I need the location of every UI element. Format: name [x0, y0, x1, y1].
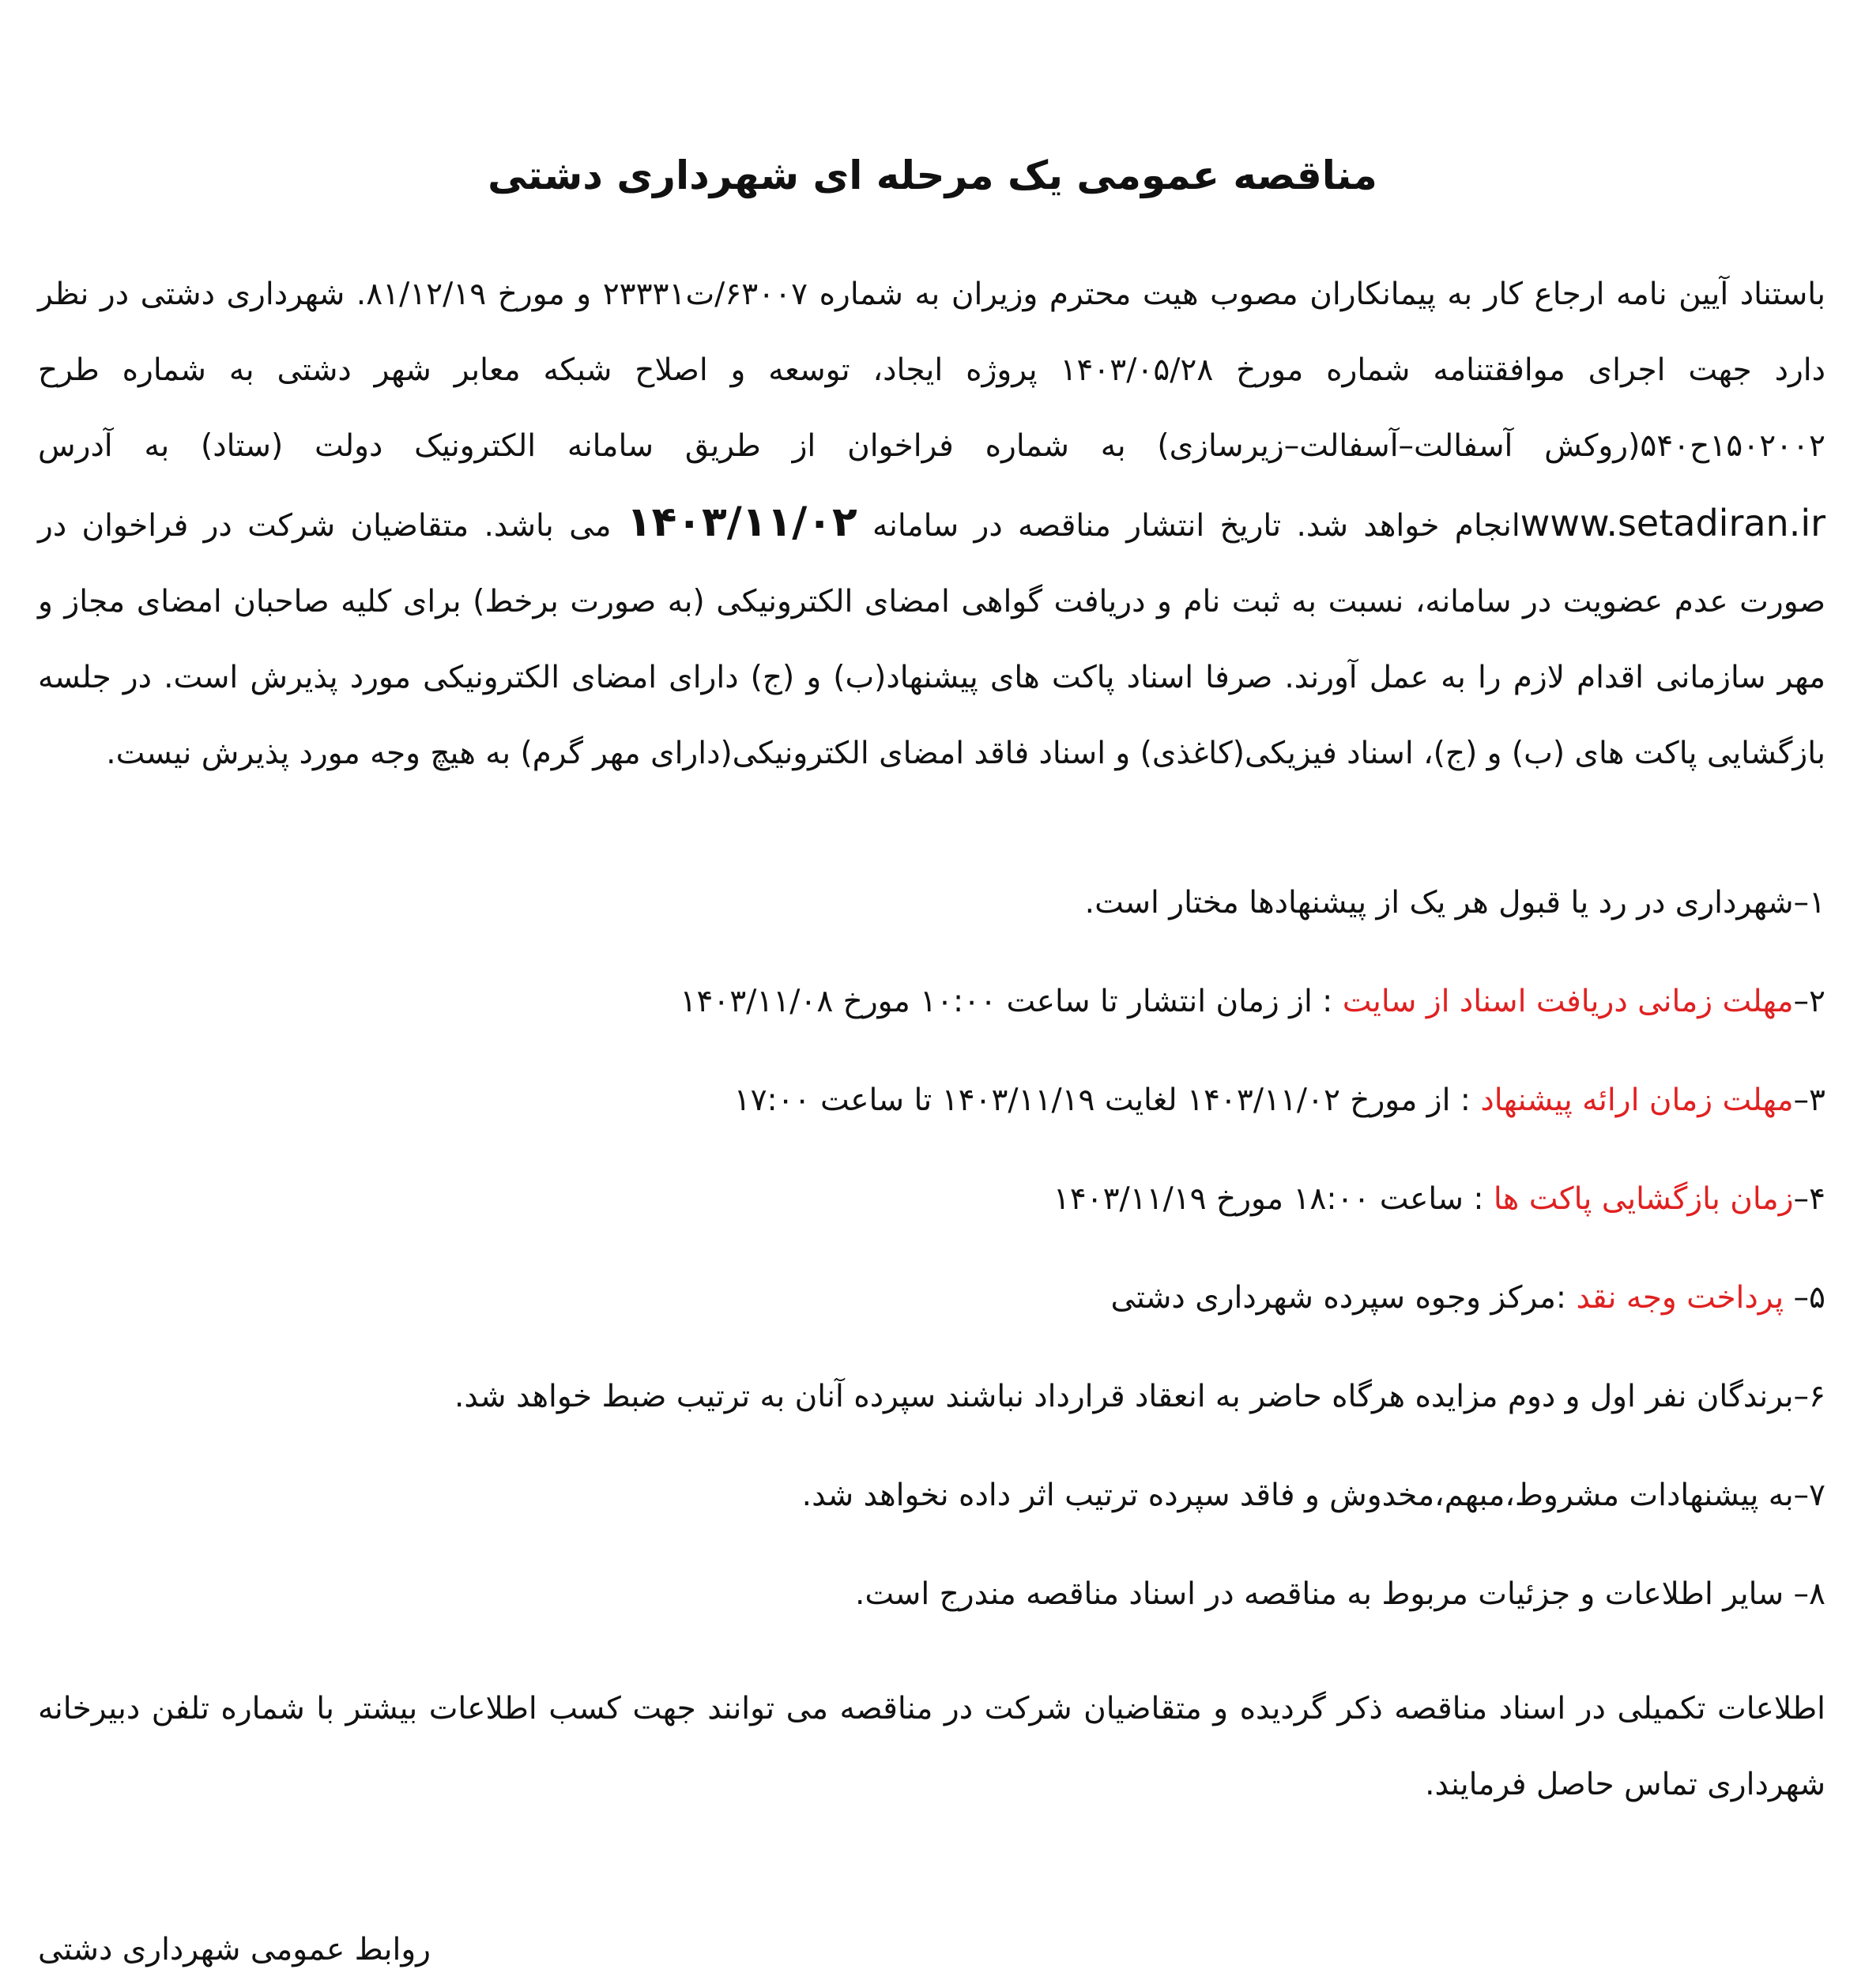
condition-item-3 — [38, 1076, 1825, 1175]
condition-highlight: مهلت زمانی دریافت اسناد از سایت — [1342, 984, 1794, 1019]
condition-text: :مرکز وجوه سپرده شهرداری دشتی — [1110, 1280, 1577, 1316]
condition-number: ۳– — [1793, 1082, 1825, 1118]
intro-text-part3: می باشد. متقاضیان شرکت در فراخوان در صورت عدم عضویت در سامانه، نسبت به ثبت نام و دریافت گواهی امضای الکترونیکی (به صورت برخط) برای کلیه صاحبان امضای مجاز و مهر سازمانی اقدام لازم را به عمل آورند. صرفا اسناد پاکت های پیشنهاد(ب) و (ج) دارای امضای الکترونیکی مورد پذیرش است. در جلسه بازگشایی پاکت های (ب) و (ج)، اسناد فیزیکی(کاغذی) و اسناد فاقد امضای الکترونیکی(دارای مهر گرم) به هیچ وجه مورد پذیرش نیست. — [38, 508, 1825, 771]
condition-text: برندگان نفر اول و دوم مزایده هرگاه حاضر به انعقاد قرارداد نباشند سپرده آنان به ترتیب ضبط خواهد شد. — [454, 1379, 1794, 1414]
intro-text-part2: انجام خواهد شد. تاریخ انتشار مناقصه در سامانه — [857, 508, 1520, 544]
intro-paragraph — [38, 257, 1825, 792]
condition-item-8 — [38, 1570, 1825, 1669]
signature-public-relations: روابط عمومی شهرداری دشتی — [38, 1932, 431, 1967]
condition-number: ۴– — [1793, 1181, 1825, 1217]
condition-number: ۷– — [1793, 1478, 1825, 1513]
notice-title: مناقصه عمومی یک مرحله ای شهرداری دشتی — [488, 152, 1377, 198]
condition-text: شهرداری در رد یا قبول هر یک از پیشنهادها مختار است. — [1084, 885, 1794, 921]
condition-text: : ساعت ۱۸:۰۰ مورخ ۱۴۰۳/۱۱/۱۹ — [1053, 1181, 1494, 1217]
condition-number: ۶– — [1793, 1379, 1825, 1414]
conditions-list — [38, 879, 1825, 1669]
condition-item-7 — [38, 1471, 1825, 1570]
condition-item-5 — [38, 1274, 1825, 1372]
condition-highlight: پرداخت وجه نقد — [1576, 1280, 1784, 1316]
condition-text: سایر اطلاعات و جزئیات مربوط به مناقصه در اسناد مناقصه مندرج است. — [854, 1576, 1784, 1612]
closing-paragraph: اطلاعات تکمیلی در اسناد مناقصه ذکر گردیده و متقاضیان شرکت در مناقصه می توانند جهت کسب اطلاعات بیشتر با شماره تلفن دبیرخانه شهرداری تماس حاصل فرمایند. — [38, 1691, 1825, 1802]
condition-item-1 — [38, 879, 1825, 977]
condition-item-4 — [38, 1175, 1825, 1274]
publish-date: ۱۴۰۳/۱۱/۰۲ — [626, 499, 857, 546]
condition-number: ۸– — [1784, 1576, 1825, 1612]
website-address: www.setadiran.ir — [1520, 502, 1826, 544]
condition-number: ۱– — [1793, 885, 1825, 921]
condition-item-6 — [38, 1372, 1825, 1471]
condition-highlight: مهلت زمان ارائه پیشنهاد — [1480, 1082, 1794, 1118]
condition-highlight: زمان بازگشایی پاکت ها — [1493, 1181, 1794, 1217]
condition-item-2 — [38, 977, 1825, 1076]
intro-text-part1: باستناد آیین نامه ارجاع کار به پیمانکاران مصوب هیت محترم وزیران به شماره ۶۳۰۰۷/ت۲۳۳۳۱ و مورخ ۸۱/۱۲/۱۹. شهرداری دشتی در نظر دارد جهت اجرای موافقتنامه شماره مورخ ۱۴۰۳/۰۵/۲۸ پروژه ایجاد، توسعه و اصلاح شبکه معابر شهر دشتی به شماره طرح ۱۵۰۲۰۰۲ح۵۴۰(روکش آسفالت–آسفالت–زیرسازی) به شماره فراخوان از طریق سامانه الکترونیک دولت (ستاد) به آدرس — [38, 277, 1825, 464]
condition-number: ۲– — [1793, 984, 1825, 1019]
condition-text: به پیشنهادات مشروط،مبهم،مخدوش و فاقد سپرده ترتیب اثر داده نخواهد شد. — [801, 1478, 1794, 1513]
condition-text: : از زمان انتشار تا ساعت ۱۰:۰۰ مورخ ۱۴۰۳/۱۱/۰۸ — [680, 984, 1343, 1019]
condition-number: ۵– — [1784, 1280, 1825, 1316]
condition-text: : از مورخ ۱۴۰۳/۱۱/۰۲ لغایت ۱۴۰۳/۱۱/۱۹ تا ساعت ۱۷:۰۰ — [733, 1082, 1481, 1118]
